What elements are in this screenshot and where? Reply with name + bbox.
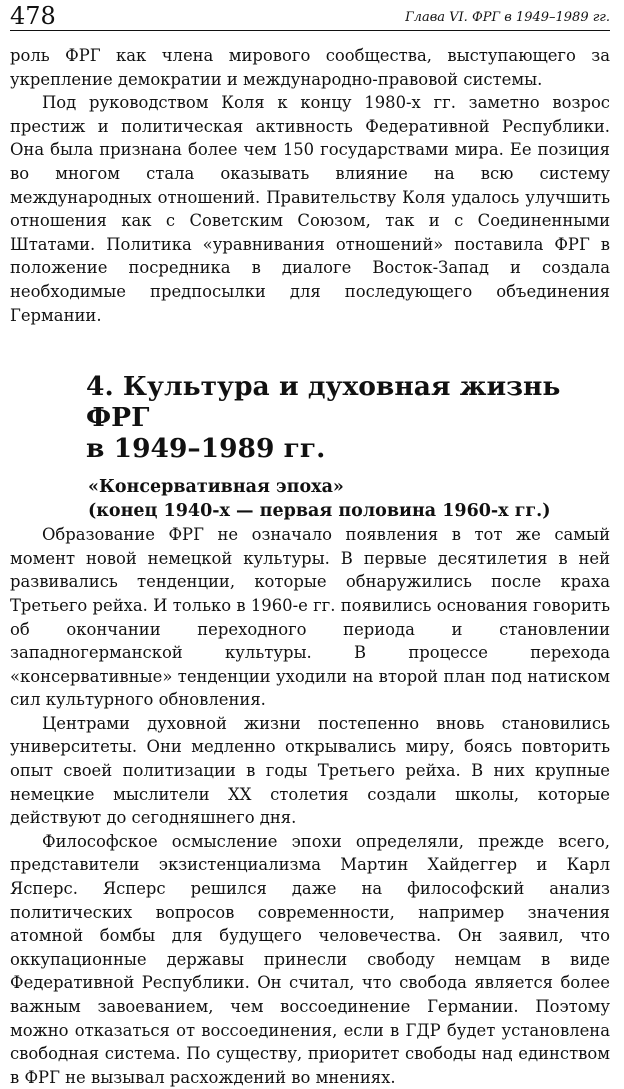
paragraph: роль ФРГ как члена мирового сообщества, выступающего за укрепление демократии и международно-правовой системы.: [10, 46, 610, 89]
subsection-title: [88, 475, 610, 523]
paragraph: Под руководством Коля к концу 1980-х гг. заметно возрос престиж и политическая активность Федеративной Республики. Она была признана более чем 150 государствами мира. Ее позиция во многом стала оказывать влияние на всю систему международных отношений. Правительству Коля удалось улучшить отношения как с Советским Союзом, так и с Соединенными Штатами. Политика «уравнивания отношений» поставила ФРГ в положение посредника в диалоге Восток-Запад и создала необходимые предпосылки для последующего объединения Германии.: [10, 93, 610, 325]
section-title-line: 4. Культура и духовная жизнь ФРГ: [86, 371, 561, 434]
subsection-title-line: (конец 1940-х — первая половина 1960-х гг.): [88, 501, 551, 522]
paragraph: Философское осмысление эпохи определяли, прежде всего, представители экзистенциализма Мартин Хайдеггер и Карл Ясперс. Ясперс решился даже на философский анализ политических вопросов современности, например значения атомной бомбы для будущего человечества. Он заявил, что оккупационные державы принесли свободу немцам в виде Федеративной Республики. Он считал, что свобода является более важным завоеванием, чем воссоединение Германии. Поэтому можно отказаться от воссоединения, если в ГДР будет установлена свободная система. По существу, приоритет свободы над единством в ФРГ не вызывал расхождений во мнениях.: [10, 831, 610, 1087]
page-number: 478: [10, 2, 56, 30]
paragraph: Центрами духовной жизни постепенно вновь становились университеты. Они медленно открывались миру, боясь повторить опыт своей политизации в годы Третьего рейха. В них крупные немецкие мыслители XX столетия создали школы, которые действуют до сегодняшнего дня.: [10, 713, 610, 828]
page-header: [10, 0, 610, 31]
section-title: [86, 371, 610, 464]
section-title-line: в 1949–1989 гг.: [86, 433, 326, 465]
subsection-title-line: «Консервативная эпоха»: [88, 477, 344, 498]
running-head: Глава VI. ФРГ в 1949–1989 гг.: [405, 10, 610, 25]
paragraph: Образование ФРГ не означало появления в тот же самый момент новой немецкой культуры. В первые десятилетия в ней развивались тенденции, которые обнаружились после краха Третьего рейха. И только в 1960-е гг. появились основания говорить об окончании переходного периода и становлении западногерманской культуры. В процессе перехода «консервативные» тенденции уходили на второй план под натиском сил культурного обновления.: [10, 525, 610, 710]
